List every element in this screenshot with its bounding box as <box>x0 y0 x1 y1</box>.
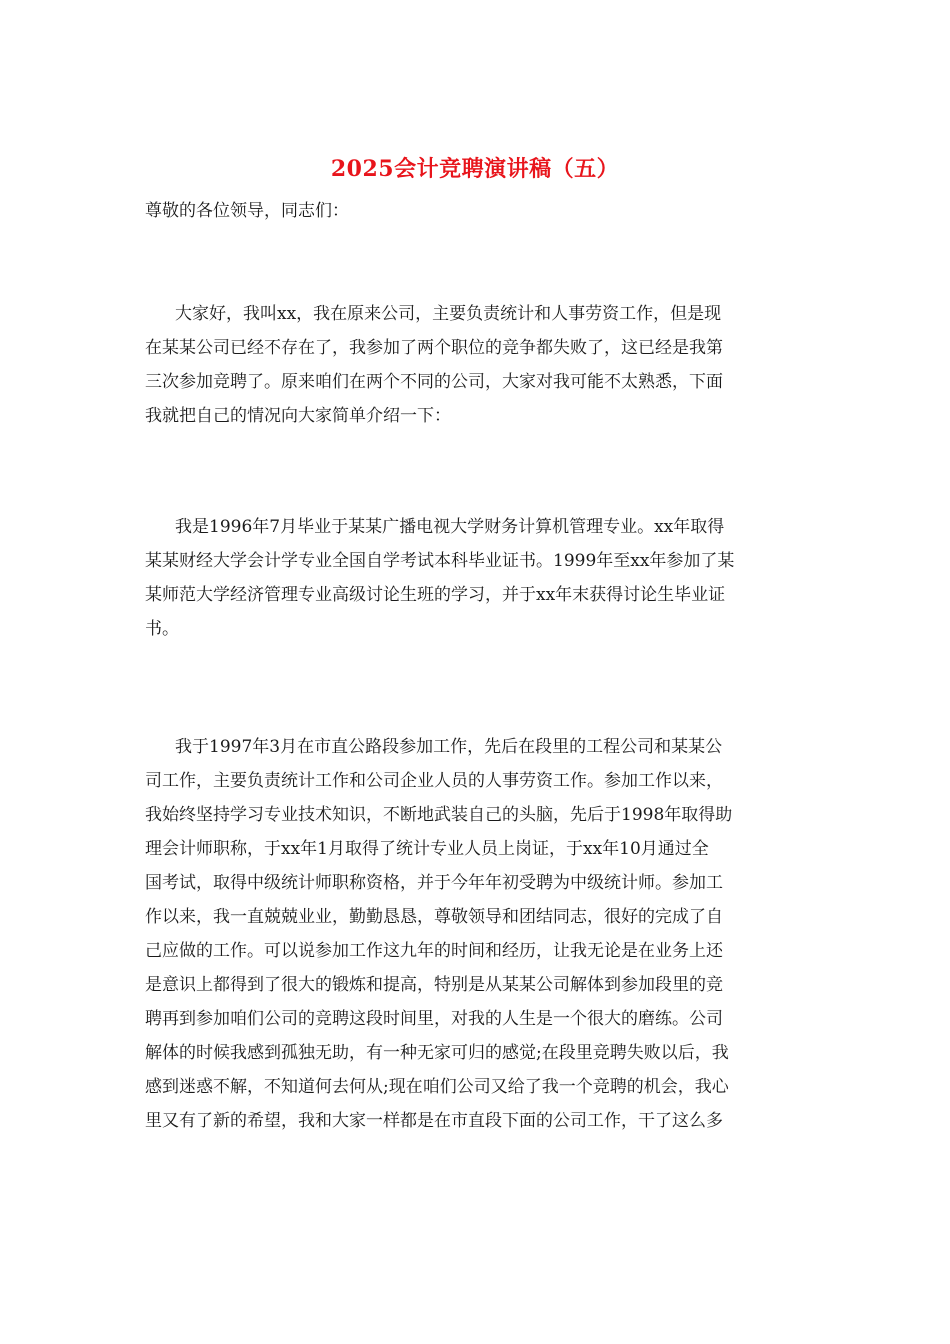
paragraph-line: 己应做的工作。可以说参加工作这九年的时间和经历，让我无论是在业务上还 <box>145 941 723 961</box>
paragraph-line: 我就把自己的情况向大家简单介绍一下： <box>145 406 451 426</box>
paragraph-line: 作以来，我一直兢兢业业，勤勤恳恳，尊敬领导和团结同志，很好的完成了自 <box>145 907 723 927</box>
paragraph-line: 某师范大学经济管理专业高级讨论生班的学习，并于xx年末获得讨论生毕业证 <box>145 585 726 605</box>
paragraph-line: 我始终坚持学习专业技术知识，不断地武装自己的头脑，先后于1998年取得助 <box>145 805 733 825</box>
document-title: 2025会计竞聘演讲稿（五） <box>330 156 620 182</box>
paragraph-1 <box>145 297 815 433</box>
paragraph-line: 我于1997年3月在市直公路段参加工作，先后在段里的工程公司和某某公 <box>175 737 723 757</box>
paragraph-line: 是意识上都得到了很大的锻炼和提高，特别是从某某公司解体到参加段里的竞 <box>145 975 723 995</box>
paragraph-line: 理会计师职称，于xx年1月取得了统计专业人员上岗证，于xx年10月通过全 <box>145 839 709 859</box>
paragraph-line: 里又有了新的希望，我和大家一样都是在市直段下面的公司工作，干了这么多 <box>145 1111 723 1131</box>
paragraph-line: 我是1996年7月毕业于某某广播电视大学财务计算机管理专业。xx年取得 <box>175 517 725 537</box>
paragraph-line: 国考试，取得中级统计师职称资格，并于今年年初受聘为中级统计师。参加工 <box>145 873 723 893</box>
paragraph-line: 书。 <box>145 619 179 639</box>
paragraph-line: 解体的时候我感到孤独无助，有一种无家可归的感觉;在段里竞聘失败以后，我 <box>145 1043 729 1063</box>
paragraph-2 <box>145 510 815 646</box>
paragraph-line: 司工作，主要负责统计工作和公司企业人员的人事劳资工作。参加工作以来， <box>145 771 723 791</box>
paragraph-3 <box>145 730 815 1138</box>
paragraph-line: 三次参加竞聘了。原来咱们在两个不同的公司，大家对我可能不太熟悉，下面 <box>145 372 723 392</box>
salutation: 尊敬的各位领导，同志们： <box>145 201 349 221</box>
paragraph-line: 感到迷惑不解，不知道何去何从;现在咱们公司又给了我一个竞聘的机会，我心 <box>145 1077 729 1097</box>
paragraph-line: 聘再到参加咱们公司的竞聘这段时间里，对我的人生是一个很大的磨练。公司 <box>145 1009 723 1029</box>
paragraph-line: 某某财经大学会计学专业全国自学考试本科毕业证书。1999年至xx年参加了某 <box>145 551 735 571</box>
paragraph-line: 在某某公司已经不存在了，我参加了两个职位的竞争都失败了，这已经是我第 <box>145 338 723 358</box>
paragraph-line: 大家好，我叫xx，我在原来公司，主要负责统计和人事劳资工作，但是现 <box>175 304 722 324</box>
